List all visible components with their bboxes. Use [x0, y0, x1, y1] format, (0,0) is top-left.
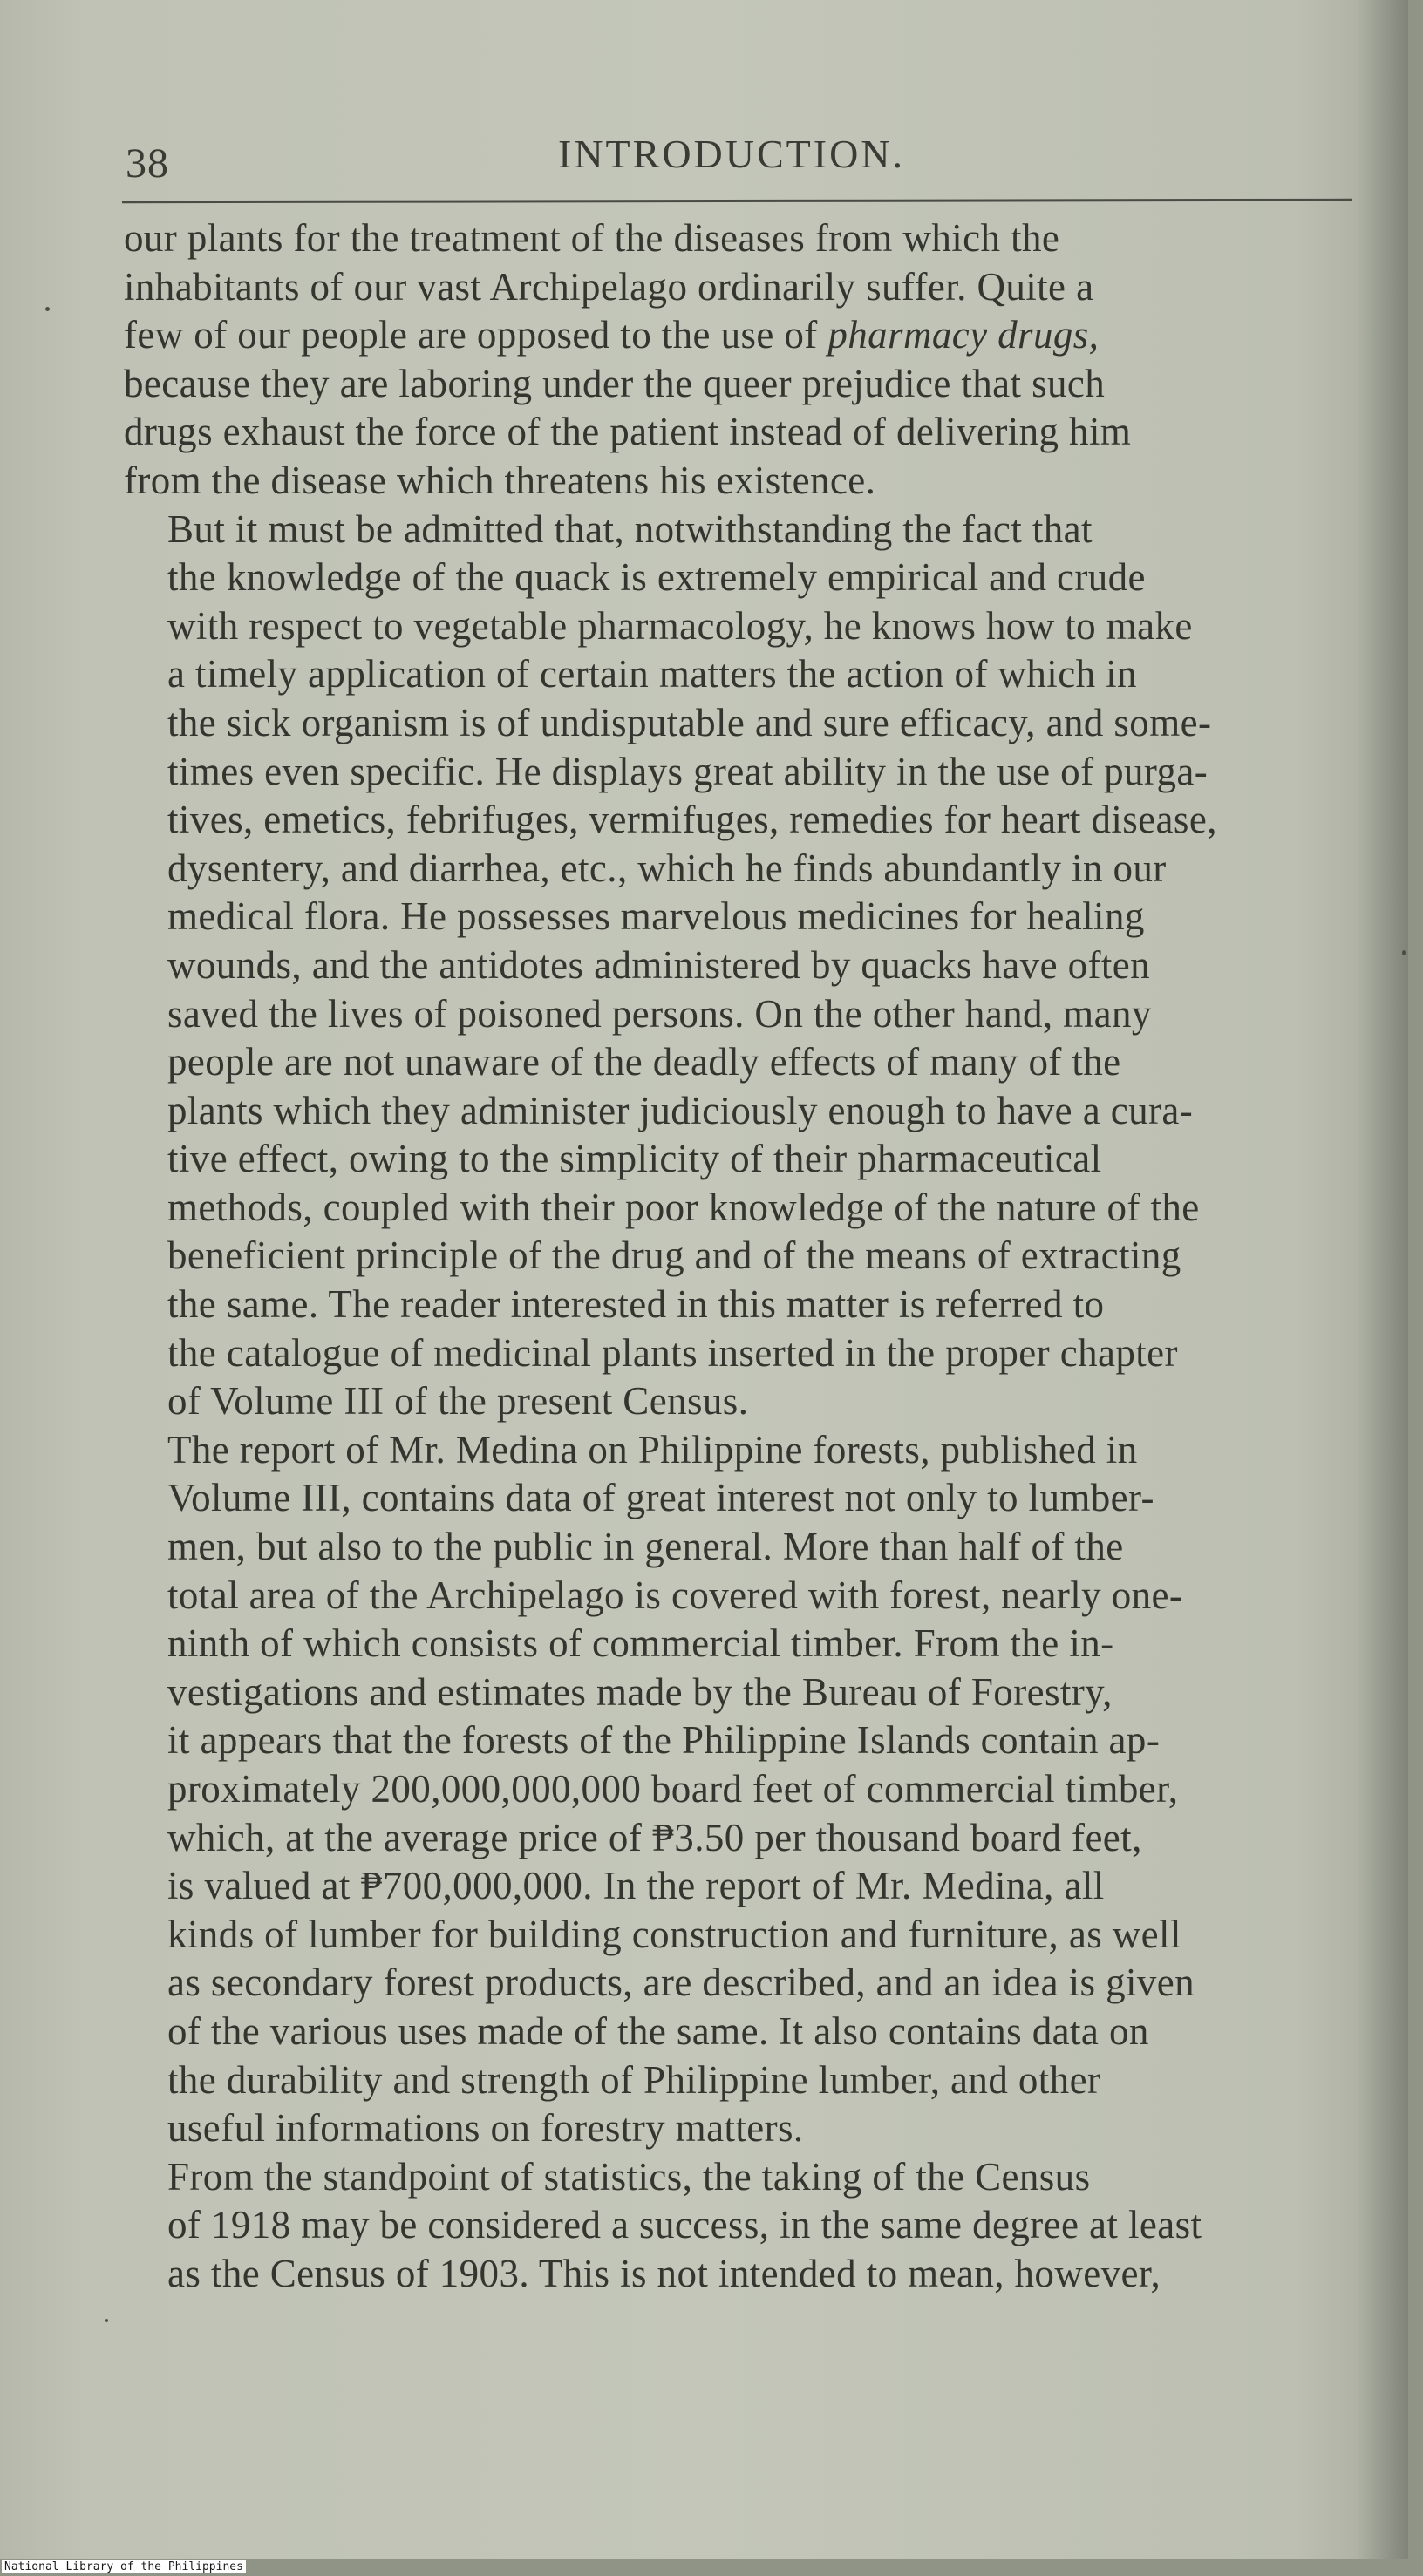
text-line: as the Census of 1903. This is not intended to mean, however, [167, 2251, 1161, 2295]
paragraph [124, 506, 1355, 1426]
ink-speck [105, 2319, 108, 2322]
text-line: which, at the average price of ₱3.50 per thousand board feet, [167, 1815, 1142, 1859]
text-line: the knowledge of the quack is extremely empirical and crude [167, 555, 1146, 600]
text-line: inhabitants of our vast Archipelago ordinarily suffer. Quite a [124, 264, 1094, 309]
text-line: plants which they administer judiciously enough to have a cura- [167, 1088, 1194, 1132]
italic-phrase: pharmacy drugs, [827, 313, 1100, 357]
text-line: The report of Mr. Medina on Philippine forests, published in [167, 1427, 1138, 1472]
text-line: From the standpoint of statistics, the taking of the Census [167, 2154, 1091, 2199]
text-line: medical flora. He possesses marvelous medicines for healing [167, 894, 1145, 939]
ink-speck [45, 307, 50, 311]
running-head: INTRODUCTION. [558, 132, 906, 176]
text-line [124, 311, 1355, 360]
paragraph [124, 2153, 1355, 2299]
text-line: total area of the Archipelago is covered with forest, nearly one- [167, 1573, 1183, 1617]
text-line: tive effect, owing to the simplicity of their pharmaceutical [167, 1137, 1102, 1181]
text-line: is valued at ₱700,000,000. In the report of Mr. Medina, all [167, 1864, 1105, 1908]
text-line: times even specific. He displays great ability in the use of purga- [167, 749, 1209, 793]
page-number: 38 [126, 140, 169, 187]
header-rule [122, 199, 1352, 203]
page-header [122, 131, 1352, 192]
text-line: the durability and strength of Philippine lumber, and other [167, 2057, 1101, 2102]
text-line: ninth of which consists of commercial timber. From the in- [167, 1621, 1114, 1666]
text-segment: few of our people are opposed to the use of [124, 313, 828, 357]
text-line: Volume III, contains data of great interest not only to lumber- [167, 1476, 1154, 1520]
text-line: our plants for the treatment of the diseases from which the [124, 216, 1060, 260]
text-line: of the various uses made of the same. It also contains data on [167, 2008, 1149, 2053]
text-line: dysentery, and diarrhea, etc., which he finds abundantly in our [167, 846, 1167, 890]
text-line: the sick organism is of undisputable and sure efficacy, and some- [167, 700, 1212, 744]
text-line: from the disease which threatens his existence. [124, 458, 876, 502]
text-line: the same. The reader interested in this matter is referred to [167, 1282, 1105, 1327]
binding-shadow [1356, 0, 1408, 2559]
text-line: beneficient principle of the drug and of the means of extracting [167, 1234, 1181, 1278]
text-line: tives, emetics, febrifuges, vermifuges, remedies for heart disease, [167, 798, 1217, 842]
text-line: wounds, and the antidotes administered by quacks have often [167, 942, 1151, 987]
ink-speck [1402, 950, 1406, 955]
text-line: as secondary forest products, are described, and an idea is given [167, 1961, 1195, 2005]
text-line: of Volume III of the present Census. [167, 1379, 749, 1424]
text-line: the catalogue of medicinal plants inserted in the proper chapter [167, 1330, 1178, 1375]
text-line: it appears that the forests of the Philippine Islands contain ap- [167, 1718, 1161, 1763]
text-line: methods, coupled with their poor knowledge of the nature of the [167, 1185, 1200, 1229]
text-line: men, but also to the public in general. More than half of the [167, 1525, 1124, 1569]
paragraph [124, 1426, 1355, 2153]
text-line: people are not unaware of the deadly effects of many of the [167, 1040, 1121, 1084]
text-line: But it must be admitted that, notwithstanding the fact that [167, 506, 1093, 551]
text-line: proximately 200,000,000,000 board feet of commercial timber, [167, 1767, 1179, 1811]
text-line: vestigations and estimates made by the Bureau of Forestry, [167, 1669, 1113, 1714]
text-line: a timely application of certain matters the action of which in [167, 652, 1137, 697]
body-text [124, 214, 1355, 2299]
text-line: drugs exhaust the force of the patient instead of delivering him [124, 410, 1132, 454]
text-line: saved the lives of poisoned persons. On the other hand, many [167, 991, 1152, 1036]
text-line: with respect to vegetable pharmacology, he knows how to make [167, 603, 1193, 648]
paragraph [124, 214, 1355, 506]
text-line: because they are laboring under the queer prejudice that such [124, 361, 1106, 405]
text-line: useful informations on forestry matters. [167, 2106, 804, 2151]
text-line: kinds of lumber for building construction and furniture, as well [167, 1912, 1181, 1956]
library-credit: National Library of the Philippines [2, 2560, 246, 2573]
text-line: of 1918 may be considered a success, in the same degree at least [167, 2203, 1202, 2247]
